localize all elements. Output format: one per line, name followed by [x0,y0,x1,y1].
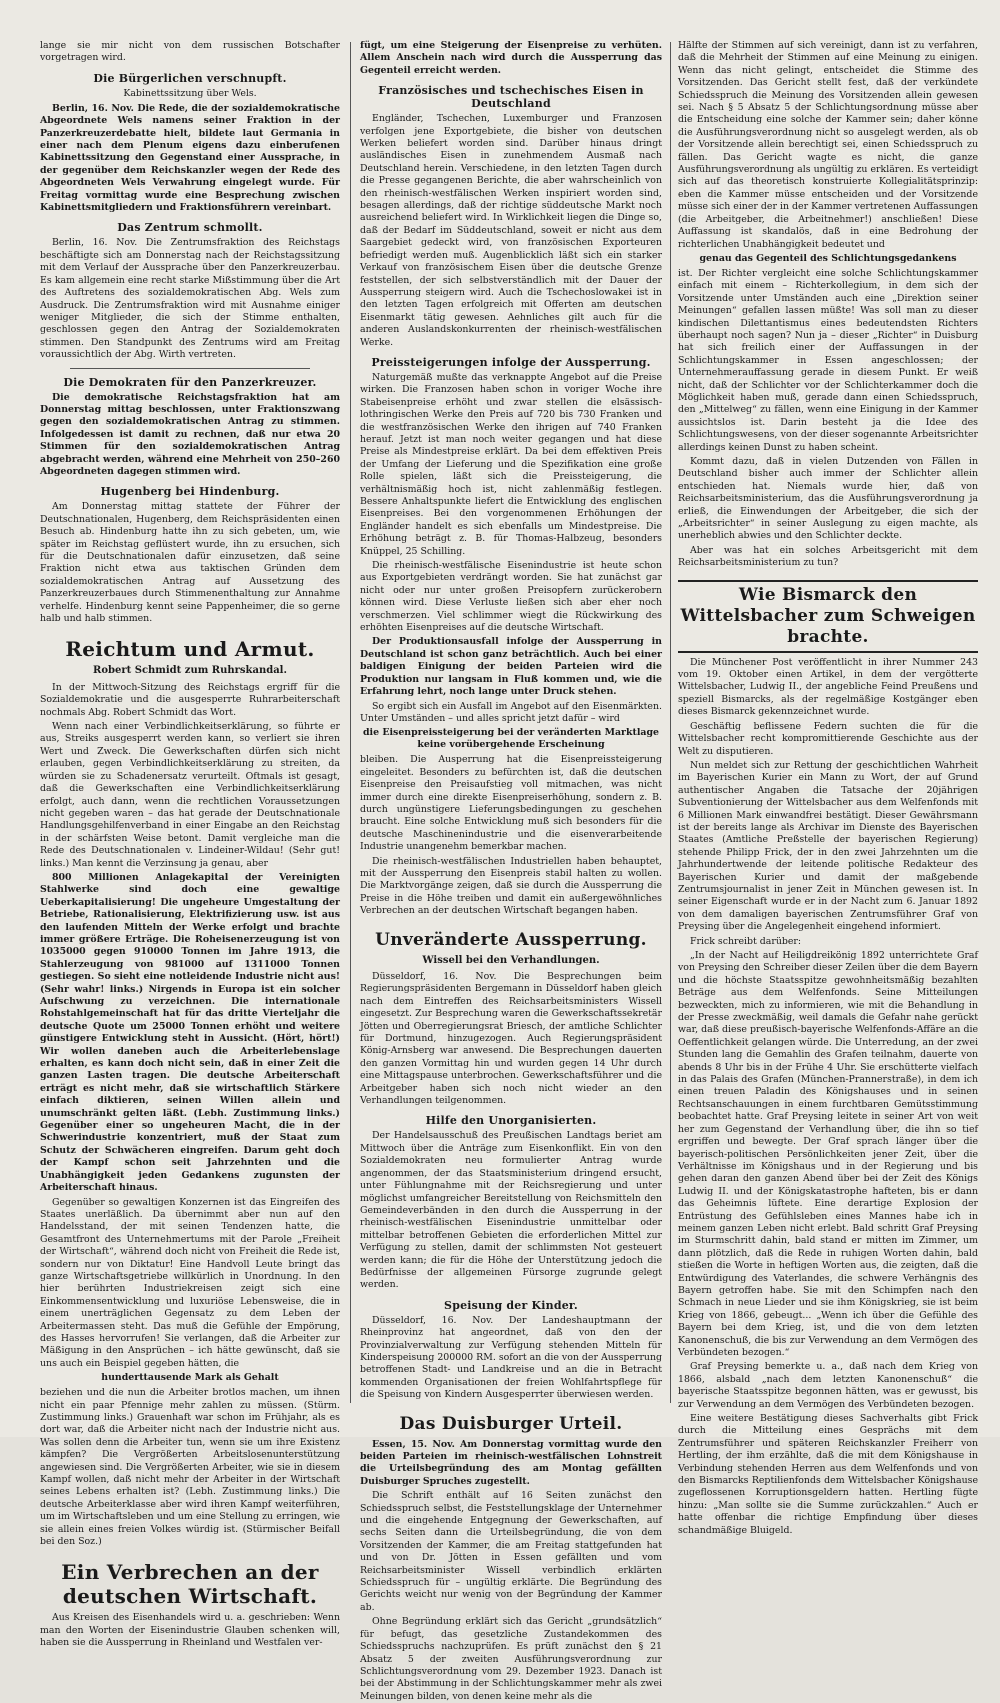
article-paragraph: Die Schrift enthält auf 16 Seiten zunächst den Schiedsspruch selbst, die Feststellungsklage der Unternehmer und die eingehende Entgegnung der Gewerkschaften, auf sechs Seiten dann die Urteilsbegründung, die von dem Vorsitzenden der Kammer, die am Freitag stattgefunden hat und von Dr. Jötten in Essen gefällten und vom Reichsarbeitsminister Wissell verbindlich erklärten Schiedsspruch für – ungültig erklärte. Die Begründung des Gerichts weicht nur wenig von der Begründung der Kammer ab. [360,1490,662,1613]
article-paragraph: ist. Der Richter vergleicht eine solche Schlichtungskammer einfach mit einem – Richterkollegium, in dem sich der Vorsitzende unter Umständen auch eine „Direktion seiner Meinungen“ gefallen lassen müßte! Was soll man zu dieser kindischen Dilettantismus eines bedeutendsten Richters überhaupt noch sagen? Nun ja – dieser „Richter“ in Duisburg hat sich freilich einer der Auffassungen in der Schlichtungskammer in Essen angeschlossen; der Unternehmerauffassung gerade in diesem Punkt. Er weiß nicht, daß der Schlichter vor der Schlichterkammer doch die Möglichkeit haben muß, gerade dann einen Schiedsspruch, den „Mittelweg“ zu fällen, wenn eine Einigung in der Kammer aussichtslos ist. Darin besteht ja die Idee des Schlichtungswesens, von der dieser sogenannte Arbeitsrichter allerdings keinen Dunst zu haben scheint. [678,267,978,453]
article-paragraph: 800 Millionen Anlagekapital der Vereinigten Stahlwerke sind doch eine gewaltige Ueberkapitalisierung! Die ungeheure Umgestaltung der Betriebe, Rationalisierung, Elektrifizierung usw. ist aus den laufenden Mitteln der Werke erfolgt und brachte immer größere Erträge. Die Roheisenerzeugung ist von 1035000 gegen 910000 Tonnen im Jahre 1913, die Stahlerzeugung von 981000 auf 1311000 Tonnen gestiegen. So sieht eine notleidende Industrie nicht aus! (Sehr wahr! links.) Nirgends in Europa ist ein solcher Aufschwung zu verzeichnen. Die internationale Rohstahlgemeinschaft hat für das dritte Vierteljahr die deutsche Quote um 25000 Tonnen erhöht und weitere günstigere Entwicklung steht in Aussicht. (Hört, hört!) Wir wollen daneben auch die Arbeiterlebenslage erhalten, es kann doch nicht sein, daß in einer Zeit die ganzen Lasten tragen. Die deutsche Arbeiterschaft erträgt es nicht mehr, daß sie wirtschaftlich Stärkere einfach diktieren, seinen Willen allein und unumschränkt gelten läßt. (Lebh. Zustimmung links.) Gegenüber einer so ungeheuren Macht, die in der Schwerindustrie konzentriert, muß der Staat zum Schutz der Schwächeren eingreifen. Darum geht doch der Kampf schon seit Jahrzehnten und die Unabhängigkeit jeden Gedankens zugunsten der Arbeiterschaft hinaus. [40,871,340,1194]
article-hilfe [360,1114,662,1291]
article-paragraph: Düsseldorf, 16. Nov. Die Besprechungen beim Regierungspräsidenten Bergemann in Düsseldorf haben gleich nach dem Eintreffen des Reichsarbeitsministers Wissell eingesetzt. Zur Besprechung waren die Gewerkschaftssekretär Jötten und Oberregierungsrat Briesch, der amtliche Schlichter für Dortmund, hinzugezogen. Auch Regierungspräsident König-Arnsberg war anwesend. Die Besprechungen dauerten den ganzen Vormittag hin und wurden gegen 14 Uhr durch eine Mittagspause unterbrochen. Gewerkschaftsführer und die Arbeitgeber haben sich noch nicht wieder an den Verhandlungen teilgenommen. [360,971,662,1107]
col1-intro: lange sie mir nicht von dem russischen Botschafter vorgetragen wird. [40,40,340,64]
article-paragraph: In der Mittwoch-Sitzung des Reichstags ergriff für die Sozialdemokratie und die ausgesperrte Ruhrarbeiterschaft nochmals Abg. Robert Schmidt das Wort. [40,681,340,718]
article-title: Die Demokraten für den Panzerkreuzer. [63,375,317,389]
article-paragraph: Die rheinisch-westfälische Eisenindustrie ist heute schon aus Exportgebieten verdrängt worden. Sie hat zunächst gar nicht oder nur unter großen Preisopfern zurückerobern können wird. Diese Verluste ließen sich aber eher noch verschmerzen. Viel schlimmer wiegt die Rückwirkung des erhöhten Eisenpreises auf die deutsche Wirtschaft. [360,560,662,634]
article-bismarck [678,580,978,1537]
article-headline: Das Duisburger Urteil. [399,1413,623,1434]
article-paragraph: Kommt dazu, daß in vielen Dutzenden von Fällen in Deutschland bisher auch immer der Schlichter allein entschieden hat. Niemals wurde hier, daß von Reichsarbeitsministerium, das die Ausführungsverordnung ja erließ, die Einwendungen der Arbeitgeber, die sich der „Arbeitsrichter“ in seiner Auslegung zu eigen machte, als unerheblich abwies und den Schlichter deckte. [678,456,978,542]
column-right [678,40,978,1536]
article-headline: Ein Verbrechen an der deutschen Wirtschaft. [61,1560,319,1609]
article-subheadline: Wissell bei den Verhandlungen. [422,954,600,966]
col3-intro: Hälfte der Stimmen auf sich vereinigt, dann ist zu verfahren, daß die Mehrheit der Stimmen auf eine Meinung zu einigen. Wenn das nicht gelingt, entscheidet die Stimme des Vorsitzenden. Das Gericht stellt fest, daß der verkündete Schiedsspruch die Meinung des Vorsitzenden allein gewesen sei. Nach § 5 Absatz 5 der Schlichtungsordnung müsse aber die Entscheidung eine solche der Kammer sein; daher könne die Ausführungsverordnung nicht so ausgelegt werden, als ob der Vorsitzende allein berechtigt sei, einen Schiedsspruch zu fällen. Das Gericht wagte es nicht, die ganze Ausführungsverordnung als ungültig zu erklären. Es verteidigt sich auf das theoretisch konstruierte Kollegialitätsprinzip: eben die Kammer müsse entscheiden und der Vorsitzende müsse sich einer der in der Kammer vertretenen Auffassungen (die Arbeitgeber, die Arbeitnehmer!) anschließen! Diese Auffassung ist skandalös, daß in eine Bedrohung der richterlichen Unabhängigkeit bedeutet und [678,40,978,250]
article-headline: Unveränderte Aussperrung. [375,929,647,950]
article-paragraph: Gegenüber so gewaltigen Konzernen ist das Eingreifen des Staates unerläßlich. Da übernimmt aber nun auf den Handelsstand, der mit seinen Tendenzen hatte, die Gesamtfront des Unternehmertums mit der Parole „Freiheit der Wirtschaft“, während doch nicht von Freiheit die Rede ist, sondern nur von Diktatur! Eine Handvoll Leute bringt das ganze Wirtschaftsgetriebe willkürlich in Unordnung. In den hier berührten Industriekreisen zeigt sich eine Einkommensentwicklung und luxuriöse Lebensweise, die in einem unerträglichen Gegensatz zu dem Leben der Arbeitermassen steht. Das muß die Gefühle der Empörung, des Hasses hervorrufen! Sie verlangen, daß die Arbeiter zur Mäßigung in den Ansprüchen – ich hätte gewünscht, daß sie uns auch ein Beispiel gegeben hätten, die [40,1196,340,1369]
separator [70,368,310,369]
article-intertitle: die Eisenpreissteigerung bei der veränderten Marktlage keine vorübergehende Erscheinung [363,727,659,751]
article-paragraph: beziehen und die nun die Arbeiter brotlos machen, um ihnen nicht ein paar Pfennige mehr zahlen zu müssen. (Stürm. Zustimmung links.) Grauenhaft war schon im Frühjahr, als es dort war, daß die Arbeiter nicht nach der Industrie nicht aus. Was sollen denn die Arbeiter tun, wenn sie um ihre Existenz kämpfen? Die Vergrößerten Arbeitslosenunterstützung angewiesen sind. Die Vergrößerten Arbeiter, wie sie in diesem Kampf wollen, daß nicht mehr der Arbeiter in der Wirtschaft seines Lebens erhalten ist? (Lebh. Zustimmung links.) Die deutsche Arbeiterklasse aber wird ihren Kampf weiterführen, um im Wirtschaftsleben und um eine Stellung zu erringen, wie sie allein eines freien Volkes würdig ist. (Stürmischer Beifall bei den Soz.) [40,1387,340,1548]
article-subtitle: Kabinettssitzung über Wels. [123,87,257,99]
article-paragraph: Berlin, 16. Nov. Die Rede, die der sozialdemokratische Abgeordnete Wels namens seiner Fraktion in der Panzerkreuzerdebatte hielt, bildete laut Germania in einer nach dem Plenum eigens dazu einberufenen Kabinettssitzung den Gegenstand einer Aussprache, in der gegenüber dem Reichskanzler wegen der Rede des Abgeordneten Wels Verwahrung eingelegt wurde. Für Freitag vormittag wurde eine Besprechung zwischen Kabinettsmitgliedern und Fraktionsführern vereinbart. [40,102,340,214]
article-title: Hugenberg bei Hindenburg. [100,485,280,499]
article-title: Das Zentrum schmollt. [117,221,263,235]
article-title: Die Bürgerlichen verschnupft. [93,71,287,85]
article-headline-box [678,580,978,653]
column-rule-right [670,42,671,1403]
article-paragraph: Wenn nach einer Verbindlichkeitserklärung, so führte er aus, Streiks ausgesperrt werden kann, so verliert sie ihren Wert und Zweck. Die Gewerkschaften dürfen sich nicht erlauben, gegen Verbindlichkeitserklärung zu streiten, da würden sie zu Schadenersatz verurteilt. Oftmals ist gesagt, daß die Gewerkschaften eine Verbindlichkeitserklärung erfolgt, auch dann, wenn die rechtlichen Voraussetzungen nicht gegeben waren – das hat gerade der Deutschnationale Handlungsgehilfenverband in einer Eingabe an den Reichstag in der schärfsten Weise betont. Damit vergleiche man die Rede des Deutschnationalen v. Lindeiner-Wildau! (Sehr gut! links.) Man kennt die Verzinsung ja genau, aber [40,721,340,869]
article-paragraph: Aus Kreisen des Eisenhandels wird u. a. geschrieben: Wenn man den Worten der Eisenindustrie Glauben schenken will, haben sie die Aussperrung in Rheinland und Westfalen ver- [40,1612,340,1649]
article-paragraph: Am Donnerstag mittag stattete der Führer der Deutschnationalen, Hugenberg, dem Reichspräsidenten einen Besuch ab. Hindenburg hatte ihn zu sich gebeten, um, wie später im Reichstag geflüstert wurde, ihn zu ersuchen, sich für die Deutschnationalen dafür einzusetzen, daß seine Fraktion nicht etwa aus taktischen Gründen dem sozialdemokratischen Antrag auf Aussetzung des Panzerkreuzerbaues durch Stimmenenthaltung zur Annahme verhelfe. Hindenburg kennt seine Pappenheimer, die so gerne halb und halb stimmen. [40,501,340,625]
column-left [40,40,340,1649]
article-paragraph: Engländer, Tschechen, Luxemburger und Franzosen verfolgen jene Exportgebiete, die bisher von deutschen Werken beliefert worden sind. Darüber hinaus dringt ausländisches Eisen in zunehmendem Ausmaß nach Deutschland herein. Verschiedene, in den letzten Tagen durch die Presse gegangenen Berichte, die aber wahrscheinlich von den rheinisch-westfälischen Werken inspiriert worden sind, besagen allerdings, daß der richtige süddeutsche Markt noch ausreichend beliefert wird. In Wirklichkeit liegen die Dinge so, daß der Bedarf im Süddeutschland, soweit er nicht aus dem Saargebiet gedeckt wird, von französischen Exporteuren befriedigt werden muß. Augenblicklich läßt sich ein starker Verkauf von französischem Eisen über die deutsche Grenze feststellen, der sich selbstverständlich mit der Dauer der Aussperrung steigern wird. Auch die Tschechoslowakei ist in den letzten Tagen erfolgreich mit Offerten am deutschen Eisenmarkt tätig gewesen. Aehnliches gilt auch für die anderen Auslandskonkurrenten der rheinisch-westfälischen Werke. [360,113,662,348]
article-unveraenderte-aussperrung [360,930,662,1108]
article-paragraph: Frick schreibt darüber: [690,935,802,947]
article-title: Preissteigerungen infolge der Aussperrung. [371,355,651,369]
article-hugenberg [40,485,340,625]
article-buergerlichen [40,72,340,215]
article-paragraph: So ergibt sich ein Ausfall im Angebot auf den Eisenmärkten. Unter Umständen – und alles spricht jetzt dafür – wird [360,700,662,724]
article-demokraten [40,376,340,479]
article-paragraph: Ohne Begründung erklärt sich das Gericht „grundsätzlich“ für befugt, das gesetzliche Zustandekommen des Schiedsspruchs nachzuprüfen. Es prüft zunächst den § 21 Absatz 5 der zweiten Ausführungsverordnung zur Schlichtungsverordnung vom 29. Dezember 1923. Danach ist bei der Abstimmung in der Schlichtungskammer mehr als zwei Meinungen bilden, von denen keine mehr als die [360,1616,662,1702]
article-paragraph: Nun meldet sich zur Rettung der geschichtlichen Wahrheit im Bayerischen Kurier ein Mann zu Wort, der auf Grund authentischer Angaben die Tatsache der 20jährigen Subventionierung der Wittelsbacher aus dem Welfenfonds mit 6 Millionen Mark einwandfrei bestätigt. Dieser Gewährsmann ist der bereits lange als Archivar im Dienste des Bayerischen Staates (Amtliche Preßstelle der bayerischen Regierung) stehende Philipp Frick, der in den zwei Jahrzehnten um die Jahrhundertwende der leitende politische Redakteur des Bayerischen Kurier und damit der maßgebende Zentrumsjournalist in jener Zeit in München gewesen ist. In seiner Eigenschaft wurde er in der Nacht zum 6. Januar 1892 von dem damaligen bayerischen Zentrumsführer Graf von Preysing über die Angelegenheit eingehend informiert. [678,759,978,933]
article-paragraph: Die demokratische Reichstagsfraktion hat am Donnerstag mittag beschlossen, unter Fraktionszwang gegen den sozialdemokratischen Antrag zu stimmen. Infolgedessen ist damit zu rechnen, daß nur etwa 20 Stimmen für den sozialdemokratischen Antrag abgebracht werden, während eine Mehrheit von 250–260 Abgeordneten dagegen stimmen wird. [40,391,340,477]
article-paragraph: Aber was hat ein solches Arbeitsgericht mit dem Reichsarbeitsministerium zu tun? [678,544,978,569]
article-paragraph: Berlin, 16. Nov. Die Zentrumsfraktion des Reichstags beschäftigte sich am Donnerstag nach der Reichstagssitzung mit dem Verlauf der Aussprache über den Panzerkreuzerbau. Es kam allgemein eine recht starke Mißstimmung über die Art des Auftretens des sozialdemokratischen Abg. Wels zum Ausdruck. Die Zentrumsfraktion wird mit Ausnahme einiger weniger Mitglieder, die sich der Stimme enthalten, geschlossen gegen den Antrag der Sozialdemokraten stimmen. Den Standpunkt des Zentrums wird am Freitag voraussichtlich der Abg. Wirth vertreten. [40,237,340,361]
article-paragraph: Düsseldorf, 16. Nov. Der Landeshauptmann der Rheinprovinz hat angeordnet, daß von den der Provinzialverwaltung zur Verfügung stehenden Mitteln für Kinderspeisung 200000 RM. sofort an die von der Aussperrung betroffenen Stadt- und Landkreise und an die in Betracht kommenden Organisationen der freien Wohlfahrtspflege für die Speisung von Kindern Ausgesperrter überwiesen werden. [360,1314,662,1401]
col2-intro: fügt, um eine Steigerung der Eisenpreise zu verhüten. Allem Anschein nach wird durch die Aussperrung das Gegenteil erreicht werden. [360,40,662,76]
article-paragraph: bleiben. Die Ausperrung hat die Eisenpreissteigerung eingeleitet. Besonders zu befürchten ist, daß die deutschen Eisenpreise den Preisaufstieg voll mitmachen, was nicht immer durch eine direkte Eisenpreiserhöhung, sondern z. B. durch ungünstigere Lieferungsbedingungen zu geschehen braucht. Eine solche Entwicklung muß sich besonders für die deutsche Maschinenindustrie und die eisenverarbeitende Industrie unangenehm bemerkbar machen. [360,754,662,853]
article-verbrechen [40,1560,340,1649]
article-paragraph: Geschäftig beflissene Federn suchten die für die Wittelsbacher recht kompromittierende Geschichte aus der Welt zu disputieren. [678,720,978,757]
article-paragraph: Die rheinisch-westfälischen Industriellen haben behauptet, mit der Aussperrung den Eisenpreis stabil halten zu wollen. Die Marktvorgänge zeigen, daß sie durch die Aussperrung die Preise in die Höhe treiben und damit ein außergewöhnliches Verbrechen an der deutschen Wirtschaft begangen haben. [360,855,662,917]
article-paragraph: Naturgemäß mußte das verknappte Angebot auf die Preise wirken. Die Franzosen haben schon in voriger Woche ihre Stabeisenpreise erhöht und zwar stellen die elsässisch-lothringischen Werke den Preis auf 720 bis 730 Franken und die westfranzösischen Werke den ihrigen auf 740 Franken herauf. Jetzt ist man noch weiter gegangen und hat diese Preise als Mindestpreise erklärt. Da bei dem effektiven Preis der Umfang der Lieferung und die Spezifikation eine große Rolle spielen, läßt sich die Preissteigerung, die verhältnismäßig hoch ist, nicht zahlenmäßig festlegen. Bessere Anhaltspunkte liefert die Entwicklung des englischen Eisenpreises. Bei den vorgenommenen Erhöhungen der Engländer handelt es sich ebenfalls um Mindestpreise. Die Erhöhung beträgt z. B. für Thomas-Halbzeug, besonders Knüppel, 25 Schilling. [360,371,662,557]
article-paragraph: Der Handelsausschuß des Preußischen Landtags beriet am Mittwoch über die Anträge zum Eisenkonflikt. Ein von den Sozialdemokraten neu formulierter Antrag wurde angenommen, der das Staatsministerium dringend ersucht, unter Fühlungnahme mit der Reichsregierung und unter möglichst umfangreicher Bereitstellung von Reichsmitteln den Gemeindeverbänden in den durch die Aussperrung in der rheinisch-westfälischen Eisenindustrie unmittelbar oder mittelbar betroffenen Gebieten die erforderlichen Mittel zur Verfügung zu stellen, damit der schlimmsten Not gesteuert werden kann; die für die Höhe der Unterstützung jedoch die Bedürfnisse der allgemeinen Fürsorge zugrunde gelegt werden. [360,1130,662,1291]
article-headline: Reichtum und Armut. [65,637,315,662]
article-intertitle: genau das Gegenteil des Schlichtungsgedankens [699,252,957,264]
article-paragraph: Eine weitere Bestätigung dieses Sachverhalts gibt Frick durch die Mitteilung eines Gesprächs mit dem Zentrumsführer und späteren Reichskanzler Freiherr von Hertling, der ihm erzählte, daß die mit dem Königshause in Verbindung stehenden Herren aus dem Welfenfonds und von den Bismarcks Reptilienfonds dem Wittelsbacher Königshause zugeflossenen Korruptionsgeldern hatten. Hertling fügte hinzu: „Man sollte sie die Summe zurückzahlen.“ Auch er hatte offenbar die richtige Empfindung über dieses schandmäßige Bluigeld. [678,1413,978,1536]
article-zentrum [40,221,340,361]
article-preissteigerungen [360,356,662,918]
article-subheadline: Robert Schmidt zum Ruhrskandal. [93,665,287,677]
article-title: Speisung der Kinder. [444,1298,578,1312]
article-franzoesisches-eisen [360,84,662,349]
article-title: Hilfe den Unorganisierten. [425,1114,597,1128]
column-middle [360,40,662,1702]
column-rule-left [350,42,351,1403]
article-title: Französisches und tschechisches Eisen in Deutschland [378,84,644,111]
article-paragraph: Essen, 15. Nov. Am Donnerstag vormittag wurde den beiden Parteien im rheinisch-westfälischen Lohnstreit die Urteilsbegründung des am Montag gefällten Duisburger Spruches zugestellt. [360,1438,662,1487]
article-intertitle: hunderttausende Mark als Gehalt [101,1372,279,1384]
article-paragraph: „In der Nacht auf Heiligdreikönig 1892 unterrichtete Graf von Preysing den Schreiber dieser Zeilen über die dem Bayern und die höchste Staatsspitze gewohnheitsmäßig bezahlten Beträge aus dem Welfenfonds. Seine Mitteilungen bezweckten, mich zu informieren, wie mit die Behandlung in der Presse zweckmäßig, weil damals die Gefahr nahe gerückt war, daß diese preußisch-bayerische Welfenfonds-Affäre an die Oeffentlichkeit gelangen würde. Die Unterredung, an der zwei Stunden lang die Gemahlin des Grafen teilnahm, dauerte von abends 8 Uhr bis in der Frühe 4 Uhr. Sie erschütterte vielfach in das Palais des Grafen (München-Prannerstraße), in dem ich einen treuen Paladin des Königshauses und in seinen Rechtsanschauungen in einem furchtbaren Gemütsstimmung beobachtet hatte. Graf Preysing leitete in seiner Art von weit her zum Gegenstand der Verhandlung über, die ihn so tief ergriffen und bewegte. Der Graf sprach länger über die bayerisch-politischen Persönlichkeiten jener Zeit, über die Verhältnisse im Königshaus und in der Regierung und bis gehen daran den ganzen Abend über bei der Zeit des Königs Ludwig II. und der Königskatastrophe hafteten, bis er dann das Geheimnis lüftete. Eine derartige Explosion der Entrüstung des Gefühlsleben eines Mannes habe ich in meinem ganzen Leben nicht erlebt. Bald schritt Graf Preysing im Sturmschritt dahin, bald stand er mitten im Zimmer, um dann plötzlich, daß die Rede in ruhigen Worten dahin, bald stießen die Worte in heftigen Worten aus, die zeigten, daß die Entwürdigung des Vaterlandes, die schwere Verhängnis des Bayern getroffen habe. Sie mit den Schimpfen nach den Schmach in neue Lieder und sie ihm Königskrieg, sie ist beim Krieg von 1866, gebeugt... „Wenn ich über die Gefühle des Bayern bei dem Krieg, ist, und die von dem letzten Kanonenschuß, die bis zur Verwendung an dem Vermögen des Verbündeten bezogen.“ [678,950,978,1358]
article-speisung [360,1299,662,1402]
article-headline: Wie Bismarck den Wittelsbacher zum Schweigen brachte. [680,584,976,647]
article-paragraph: Der Produktionsausfall infolge der Aussperrung in Deutschland ist schon ganz beträchtlich. Auch bei einer baldigen Einigung der beiden Parteien wird die Produktion nur langsam in Fluß kommen und, wie die Erfahrung lehrt, noch lange unter Druck stehen. [360,636,662,698]
article-paragraph: Graf Preysing bemerkte u. a., daß nach dem Krieg von 1866, alsbald „nach dem letzten Kanonenschuß“ die bayerische Staatsspitze begonnen hätten, was er gewusst, bis zur Verwendung an dem Vermögen des Verbündeten bezogen. [678,1361,978,1410]
article-schlichtung-continued [678,253,978,570]
article-duisburger-urteil [360,1414,662,1703]
article-reichtum [40,637,340,1548]
article-paragraph: Die Münchener Post veröffentlicht in ihrer Nummer 243 vom 19. Oktober einen Artikel, in dem der vergötterte Wittelsbacher, Ludwig II., der angebliche Feind Preußens und speziell Bismarcks, als der regelmäßige Kostgänger eben dieses Bismarck gekennzeichnet wurde. [678,656,978,718]
